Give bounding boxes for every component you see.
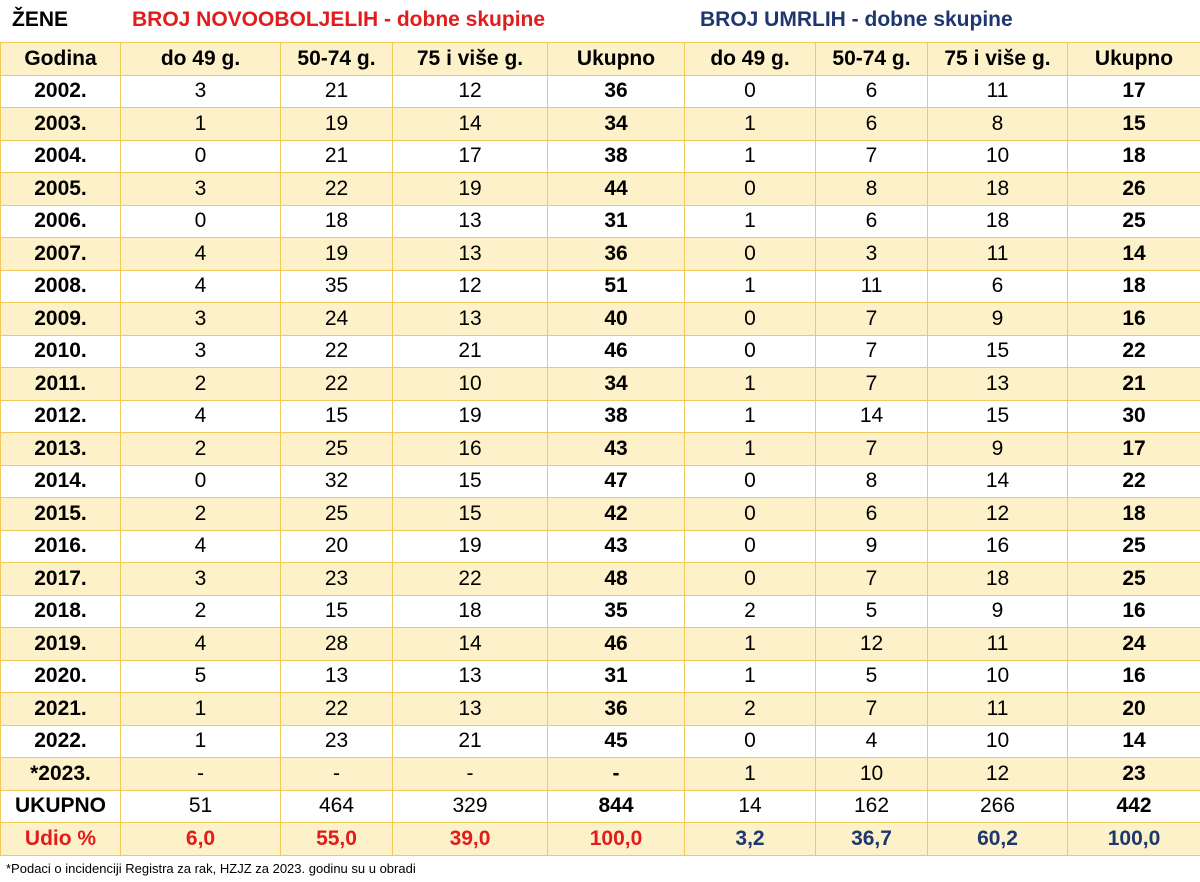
value-cell: 14 — [393, 628, 548, 661]
value-cell: 5 — [816, 660, 928, 693]
value-cell: 39,0 — [393, 823, 548, 856]
table-row — [1, 238, 1200, 271]
table-row — [1, 595, 1200, 628]
value-cell: 4 — [121, 238, 281, 271]
value-cell: 0 — [685, 725, 816, 758]
value-cell: - — [393, 758, 548, 791]
value-cell: 16 — [1068, 303, 1200, 336]
value-cell: 13 — [928, 368, 1068, 401]
value-cell: 60,2 — [928, 823, 1068, 856]
value-cell: 36 — [548, 693, 685, 726]
value-cell: 1 — [685, 108, 816, 141]
value-cell: 22 — [393, 563, 548, 596]
value-cell: 13 — [393, 205, 548, 238]
value-cell: 2 — [121, 433, 281, 466]
table-row — [1, 173, 1200, 206]
data-table — [0, 42, 1200, 856]
value-cell: 14 — [928, 465, 1068, 498]
value-cell: 7 — [816, 303, 928, 336]
value-cell: 3 — [121, 303, 281, 336]
value-cell: 36 — [548, 238, 685, 271]
value-cell: 9 — [816, 530, 928, 563]
year-cell: 2004. — [1, 140, 121, 173]
value-cell: 51 — [548, 270, 685, 303]
value-cell: 16 — [393, 433, 548, 466]
value-cell: 1 — [685, 270, 816, 303]
year-cell: 2017. — [1, 563, 121, 596]
value-cell: 16 — [1068, 660, 1200, 693]
year-cell: UKUPNO — [1, 790, 121, 823]
year-cell: 2022. — [1, 725, 121, 758]
value-cell: 22 — [281, 693, 393, 726]
value-cell: 9 — [928, 433, 1068, 466]
table-row — [1, 628, 1200, 661]
value-cell: 1 — [685, 205, 816, 238]
value-cell: 10 — [928, 140, 1068, 173]
value-cell: 0 — [685, 530, 816, 563]
column-header: do 49 g. — [685, 43, 816, 76]
value-cell: 1 — [685, 140, 816, 173]
value-cell: 162 — [816, 790, 928, 823]
value-cell: 15 — [928, 335, 1068, 368]
sex-label: ŽENE — [12, 8, 69, 31]
value-cell: 16 — [1068, 595, 1200, 628]
value-cell: 14 — [1068, 238, 1200, 271]
value-cell: 3 — [121, 75, 281, 108]
value-cell: 0 — [685, 173, 816, 206]
value-cell: 40 — [548, 303, 685, 336]
value-cell: 13 — [393, 238, 548, 271]
value-cell: 13 — [393, 693, 548, 726]
value-cell: 25 — [1068, 205, 1200, 238]
year-cell: 2019. — [1, 628, 121, 661]
year-cell: 2003. — [1, 108, 121, 141]
table-row — [1, 465, 1200, 498]
value-cell: 14 — [393, 108, 548, 141]
value-cell: 22 — [1068, 465, 1200, 498]
value-cell: 2 — [685, 693, 816, 726]
value-cell: 21 — [393, 335, 548, 368]
value-cell: 36 — [548, 75, 685, 108]
value-cell: 0 — [121, 140, 281, 173]
value-cell: 8 — [816, 465, 928, 498]
value-cell: 22 — [1068, 335, 1200, 368]
value-cell: 11 — [816, 270, 928, 303]
value-cell: 24 — [1068, 628, 1200, 661]
value-cell: 14 — [816, 400, 928, 433]
value-cell: 1 — [121, 693, 281, 726]
value-cell: 329 — [393, 790, 548, 823]
value-cell: 6 — [928, 270, 1068, 303]
value-cell: 19 — [281, 108, 393, 141]
value-cell: 18 — [281, 205, 393, 238]
table-row — [1, 270, 1200, 303]
value-cell: 18 — [393, 595, 548, 628]
title-row — [0, 0, 1200, 42]
value-cell: 38 — [548, 140, 685, 173]
value-cell: 12 — [928, 758, 1068, 791]
footnote: *Podaci o incidenciji Registra za rak, HZJZ za 2023. godinu su u obradi — [6, 861, 416, 876]
value-cell: 8 — [928, 108, 1068, 141]
table-row — [1, 758, 1200, 791]
value-cell: 6 — [816, 108, 928, 141]
table-row — [1, 75, 1200, 108]
value-cell: 18 — [1068, 498, 1200, 531]
table-row — [1, 205, 1200, 238]
value-cell: 7 — [816, 368, 928, 401]
year-cell: 2015. — [1, 498, 121, 531]
value-cell: 21 — [393, 725, 548, 758]
value-cell: 36,7 — [816, 823, 928, 856]
value-cell: 4 — [121, 628, 281, 661]
value-cell: 1 — [685, 628, 816, 661]
value-cell: 16 — [928, 530, 1068, 563]
value-cell: 22 — [281, 173, 393, 206]
value-cell: 18 — [928, 205, 1068, 238]
value-cell: 11 — [928, 238, 1068, 271]
value-cell: 34 — [548, 368, 685, 401]
value-cell: 55,0 — [281, 823, 393, 856]
value-cell: 8 — [816, 173, 928, 206]
year-cell: 2018. — [1, 595, 121, 628]
value-cell: 2 — [121, 595, 281, 628]
value-cell: 1 — [685, 400, 816, 433]
value-cell: 24 — [281, 303, 393, 336]
table-body — [1, 43, 1200, 856]
value-cell: 20 — [281, 530, 393, 563]
year-cell: 2006. — [1, 205, 121, 238]
table-row — [1, 563, 1200, 596]
value-cell: 14 — [1068, 725, 1200, 758]
value-cell: 21 — [281, 140, 393, 173]
value-cell: 4 — [816, 725, 928, 758]
value-cell: 32 — [281, 465, 393, 498]
value-cell: 18 — [928, 173, 1068, 206]
year-cell: 2021. — [1, 693, 121, 726]
value-cell: - — [548, 758, 685, 791]
column-header: 50-74 g. — [816, 43, 928, 76]
value-cell: 23 — [281, 725, 393, 758]
value-cell: - — [121, 758, 281, 791]
value-cell: 25 — [281, 498, 393, 531]
value-cell: 17 — [393, 140, 548, 173]
value-cell: 9 — [928, 595, 1068, 628]
value-cell: 9 — [928, 303, 1068, 336]
value-cell: 442 — [1068, 790, 1200, 823]
value-cell: 22 — [281, 368, 393, 401]
year-cell: 2009. — [1, 303, 121, 336]
column-header: do 49 g. — [121, 43, 281, 76]
value-cell: 21 — [281, 75, 393, 108]
share-row — [1, 823, 1200, 856]
column-header: Ukupno — [548, 43, 685, 76]
value-cell: 3 — [121, 173, 281, 206]
new-cases-title: BROJ NOVOOBOLJELIH - dobne skupine — [132, 8, 546, 31]
value-cell: 4 — [121, 400, 281, 433]
year-cell: *2023. — [1, 758, 121, 791]
value-cell: 25 — [1068, 530, 1200, 563]
value-cell: 23 — [281, 563, 393, 596]
table-row — [1, 660, 1200, 693]
value-cell: 15 — [928, 400, 1068, 433]
table-row — [1, 498, 1200, 531]
value-cell: 0 — [685, 335, 816, 368]
value-cell: 3 — [816, 238, 928, 271]
value-cell: 7 — [816, 433, 928, 466]
value-cell: 18 — [1068, 140, 1200, 173]
value-cell: 0 — [121, 465, 281, 498]
column-header: Ukupno — [1068, 43, 1200, 76]
value-cell: 6,0 — [121, 823, 281, 856]
value-cell: 5 — [816, 595, 928, 628]
table-row — [1, 433, 1200, 466]
value-cell: 0 — [121, 205, 281, 238]
value-cell: 6 — [816, 75, 928, 108]
value-cell: 464 — [281, 790, 393, 823]
value-cell: 7 — [816, 140, 928, 173]
value-cell: 6 — [816, 205, 928, 238]
value-cell: 4 — [121, 270, 281, 303]
value-cell: 44 — [548, 173, 685, 206]
value-cell: 30 — [1068, 400, 1200, 433]
value-cell: 0 — [685, 465, 816, 498]
value-cell: 31 — [548, 660, 685, 693]
value-cell: 21 — [1068, 368, 1200, 401]
column-header: 50-74 g. — [281, 43, 393, 76]
year-cell: Udio % — [1, 823, 121, 856]
value-cell: 26 — [1068, 173, 1200, 206]
year-cell: 2016. — [1, 530, 121, 563]
value-cell: 43 — [548, 530, 685, 563]
year-cell: 2010. — [1, 335, 121, 368]
value-cell: 15 — [393, 498, 548, 531]
value-cell: 2 — [121, 368, 281, 401]
year-cell: 2013. — [1, 433, 121, 466]
table-row — [1, 140, 1200, 173]
value-cell: 19 — [393, 173, 548, 206]
value-cell: 7 — [816, 335, 928, 368]
value-cell: 7 — [816, 563, 928, 596]
value-cell: 7 — [816, 693, 928, 726]
value-cell: 15 — [393, 465, 548, 498]
year-cell: 2007. — [1, 238, 121, 271]
value-cell: 11 — [928, 628, 1068, 661]
value-cell: 35 — [548, 595, 685, 628]
total-row — [1, 790, 1200, 823]
value-cell: 18 — [928, 563, 1068, 596]
value-cell: 17 — [1068, 75, 1200, 108]
value-cell: 12 — [393, 270, 548, 303]
column-header: Godina — [1, 43, 121, 76]
value-cell: 13 — [393, 303, 548, 336]
value-cell: 47 — [548, 465, 685, 498]
value-cell: 18 — [1068, 270, 1200, 303]
value-cell: 19 — [281, 238, 393, 271]
value-cell: 46 — [548, 628, 685, 661]
value-cell: 25 — [281, 433, 393, 466]
value-cell: 3,2 — [685, 823, 816, 856]
value-cell: 4 — [121, 530, 281, 563]
value-cell: 3 — [121, 335, 281, 368]
year-cell: 2005. — [1, 173, 121, 206]
value-cell: 14 — [685, 790, 816, 823]
table-row — [1, 693, 1200, 726]
value-cell: 1 — [685, 758, 816, 791]
value-cell: 5 — [121, 660, 281, 693]
value-cell: 23 — [1068, 758, 1200, 791]
value-cell: 15 — [281, 595, 393, 628]
value-cell: 100,0 — [548, 823, 685, 856]
value-cell: 34 — [548, 108, 685, 141]
value-cell: 1 — [121, 108, 281, 141]
value-cell: 13 — [281, 660, 393, 693]
value-cell: 10 — [393, 368, 548, 401]
value-cell: 0 — [685, 563, 816, 596]
value-cell: 17 — [1068, 433, 1200, 466]
year-cell: 2002. — [1, 75, 121, 108]
value-cell: 19 — [393, 530, 548, 563]
value-cell: 51 — [121, 790, 281, 823]
value-cell: 43 — [548, 433, 685, 466]
value-cell: 20 — [1068, 693, 1200, 726]
value-cell: 3 — [121, 563, 281, 596]
value-cell: 10 — [928, 725, 1068, 758]
value-cell: 31 — [548, 205, 685, 238]
value-cell: 1 — [685, 368, 816, 401]
table-row — [1, 400, 1200, 433]
value-cell: 2 — [685, 595, 816, 628]
table-row — [1, 335, 1200, 368]
value-cell: 10 — [928, 660, 1068, 693]
year-cell: 2014. — [1, 465, 121, 498]
value-cell: 0 — [685, 498, 816, 531]
year-cell: 2008. — [1, 270, 121, 303]
value-cell: 45 — [548, 725, 685, 758]
value-cell: 266 — [928, 790, 1068, 823]
value-cell: 15 — [281, 400, 393, 433]
value-cell: 28 — [281, 628, 393, 661]
table-row — [1, 725, 1200, 758]
value-cell: 11 — [928, 75, 1068, 108]
year-cell: 2011. — [1, 368, 121, 401]
value-cell: 12 — [393, 75, 548, 108]
deaths-title: BROJ UMRLIH - dobne skupine — [700, 8, 1013, 31]
value-cell: 2 — [121, 498, 281, 531]
value-cell: 0 — [685, 75, 816, 108]
value-cell: 11 — [928, 693, 1068, 726]
value-cell: 15 — [1068, 108, 1200, 141]
year-cell: 2012. — [1, 400, 121, 433]
value-cell: - — [281, 758, 393, 791]
value-cell: 13 — [393, 660, 548, 693]
value-cell: 46 — [548, 335, 685, 368]
value-cell: 844 — [548, 790, 685, 823]
table-row — [1, 530, 1200, 563]
value-cell: 12 — [928, 498, 1068, 531]
value-cell: 35 — [281, 270, 393, 303]
value-cell: 1 — [685, 660, 816, 693]
value-cell: 1 — [685, 433, 816, 466]
table-row — [1, 303, 1200, 336]
table-row — [1, 108, 1200, 141]
value-cell: 42 — [548, 498, 685, 531]
value-cell: 22 — [281, 335, 393, 368]
value-cell: 25 — [1068, 563, 1200, 596]
table-row — [1, 368, 1200, 401]
value-cell: 1 — [121, 725, 281, 758]
year-cell: 2020. — [1, 660, 121, 693]
column-header: 75 i više g. — [928, 43, 1068, 76]
value-cell: 10 — [816, 758, 928, 791]
value-cell: 38 — [548, 400, 685, 433]
value-cell: 0 — [685, 303, 816, 336]
value-cell: 12 — [816, 628, 928, 661]
value-cell: 19 — [393, 400, 548, 433]
column-header: 75 i više g. — [393, 43, 548, 76]
value-cell: 0 — [685, 238, 816, 271]
value-cell: 100,0 — [1068, 823, 1200, 856]
value-cell: 6 — [816, 498, 928, 531]
header-row — [1, 43, 1200, 76]
value-cell: 48 — [548, 563, 685, 596]
